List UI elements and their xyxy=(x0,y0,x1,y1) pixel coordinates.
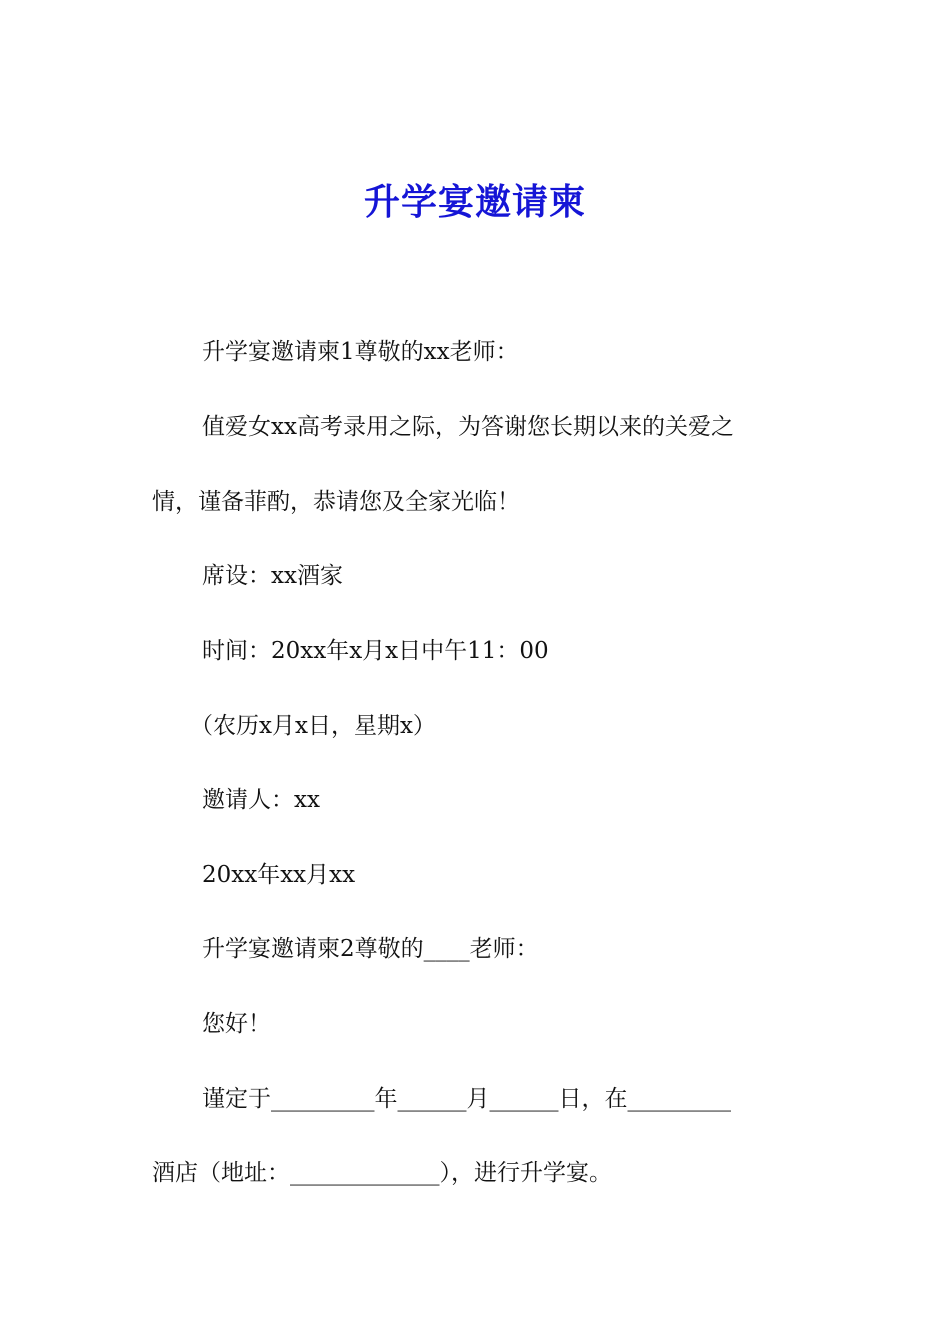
paragraph-date: 20xx年xx月xx xyxy=(202,862,356,888)
paragraph-time: 时间：20xx年x月x日中午11：00 xyxy=(202,638,549,664)
paragraph-greeting: 您好！ xyxy=(202,1011,271,1037)
paragraph-body-line-2: 情，谨备菲酌，恭请您及全家光临！ xyxy=(152,489,520,515)
paragraph-inviter: 邀请人：xx xyxy=(202,787,320,813)
paragraph-schedule-line-1: 谨定于_________年______月______日，在_________ xyxy=(202,1086,731,1112)
paragraph-body-line-1: 值爱女xx高考录用之际，为答谢您长期以来的关爱之 xyxy=(202,414,734,440)
document-title: 升学宴邀请柬 xyxy=(363,181,586,223)
paragraph-lunar-date: （农历x月x日，星期x） xyxy=(190,713,436,739)
paragraph-salutation-1: 升学宴邀请柬1尊敬的xx老师： xyxy=(202,339,519,365)
paragraph-salutation-2: 升学宴邀请柬2尊敬的____老师： xyxy=(202,936,539,962)
paragraph-venue: 席设：xx酒家 xyxy=(202,563,343,589)
paragraph-schedule-line-2: 酒店（地址：_____________），进行升学宴。 xyxy=(152,1160,612,1186)
